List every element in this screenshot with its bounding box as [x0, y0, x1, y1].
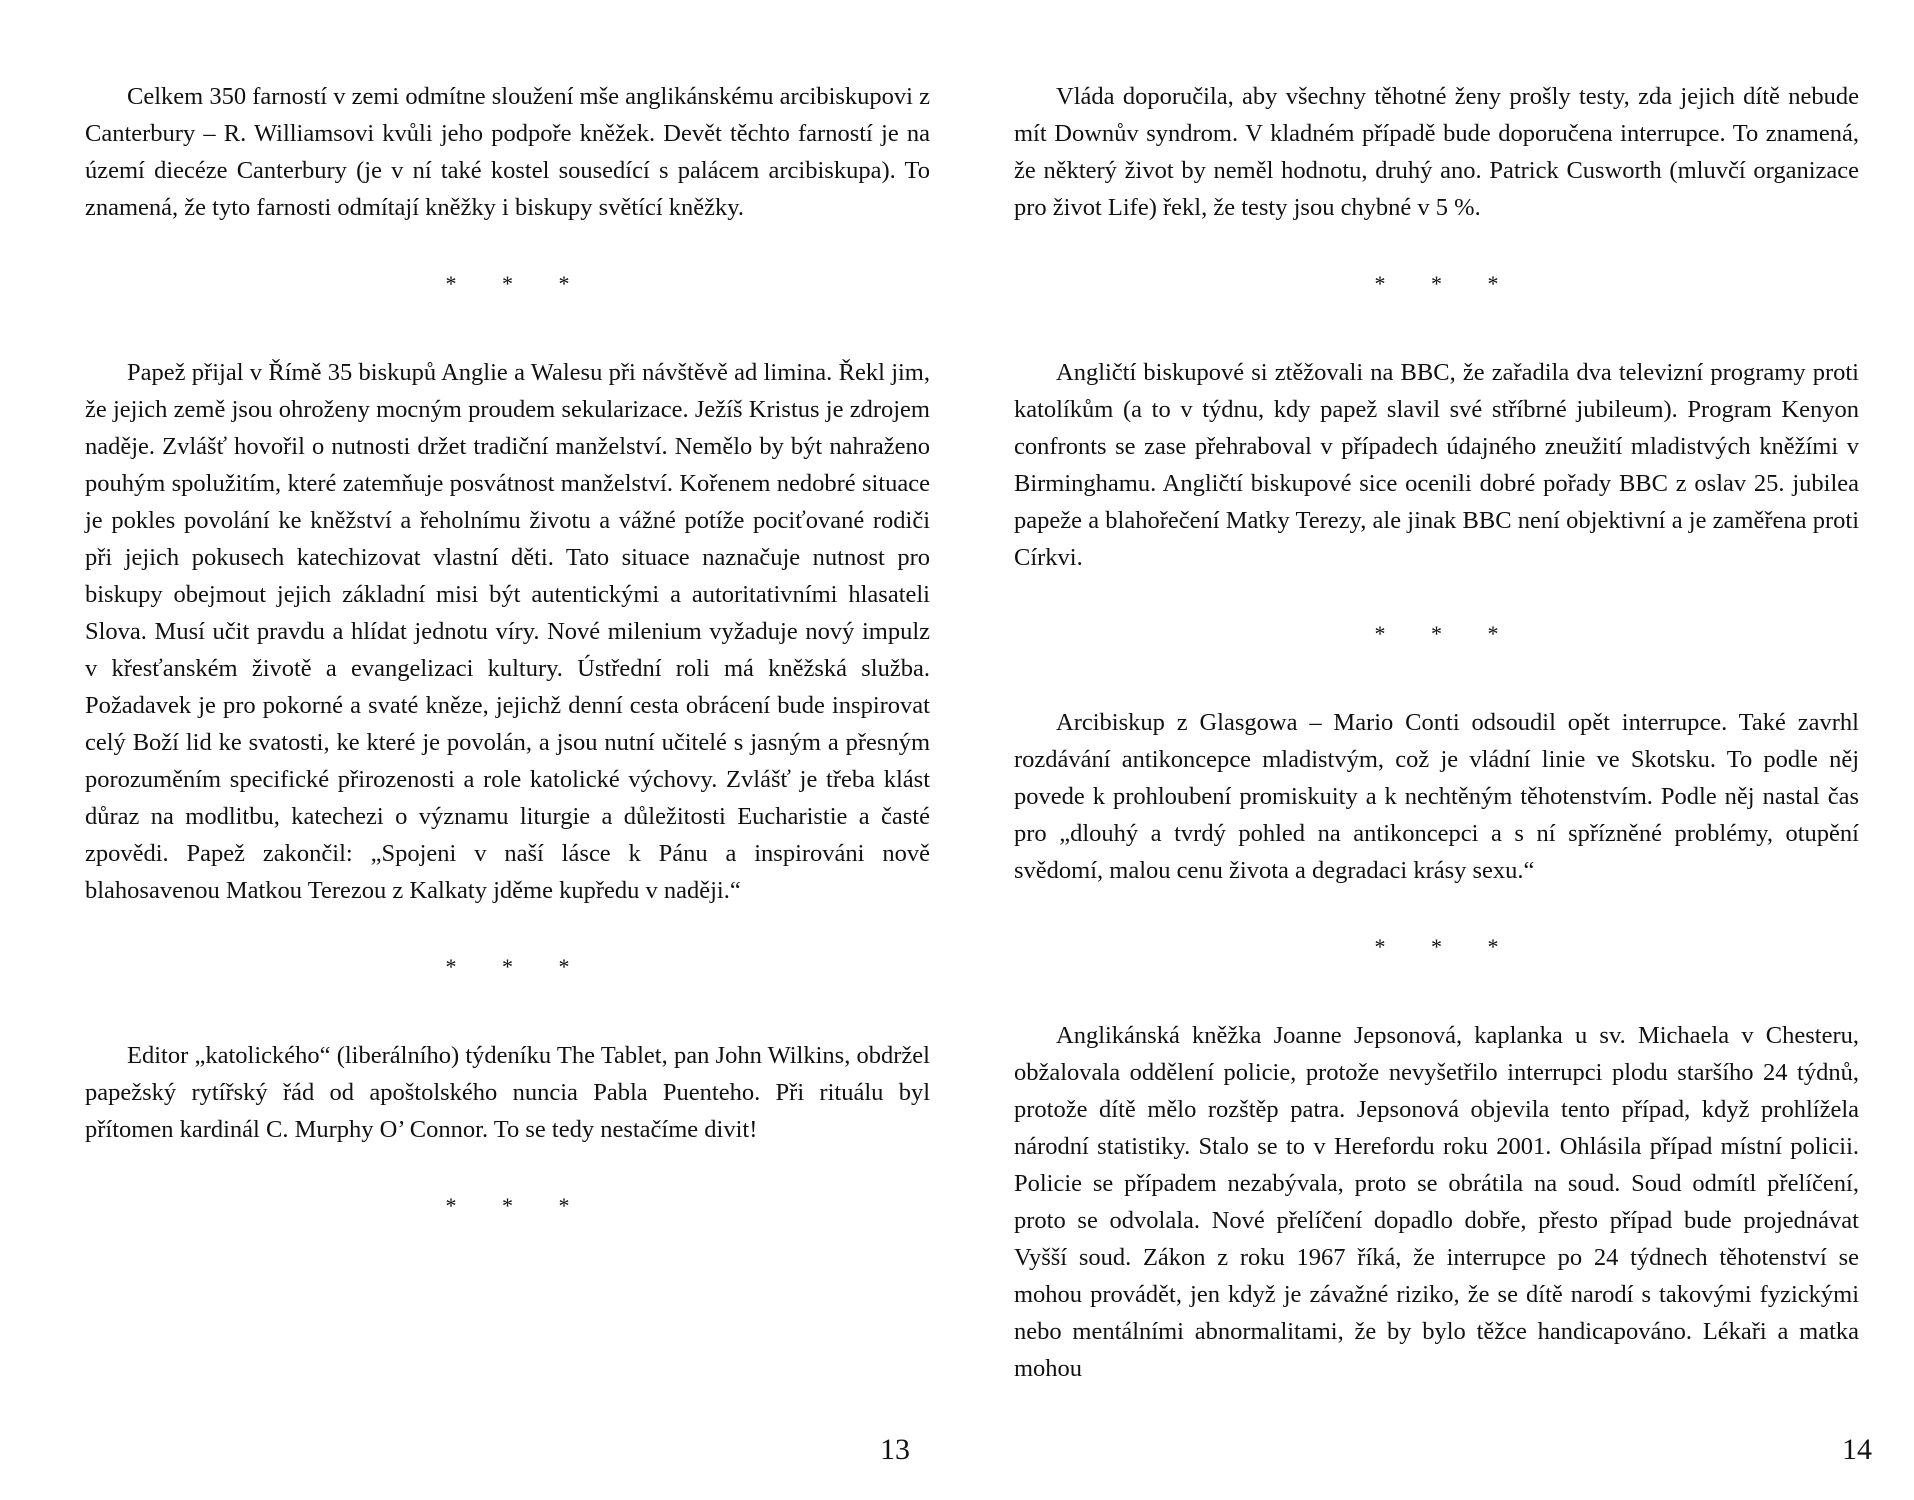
section-separator: * * * — [445, 1193, 590, 1218]
paragraph-glasgow-archbishop: Arcibiskup z Glasgowa – Mario Conti odsoudil opět interrupce. Také zavrhl rozdávání antikoncepce mladistvým, což je vládní linie ve Skotsku. To podle něj povede k prohloubení promiskuity a k nechtěným těhotenstvím. Podle něj nastal čas pro „dlouhý a tvrdý pohled na antikoncepci a s ní spřízněné problémy, otupění svědomí, malou cenu života a degradaci krásy sexu.“ — [1014, 709, 1859, 884]
paragraph-pope-ad-limina: Papež přijal v Římě 35 biskupů Anglie a Walesu při návštěvě ad limina. Řekl jim, že jejich země jsou ohroženy mocným proudem sekularizace. Ježíš Kristus je zdrojem naděje. Zvlášť hovořil o nutnosti držet tradiční manželství. Nemělo by být nahraženo pouhým spolužitím, které zatemňuje posvátnost manželství. Kořenem nedobré situace je pokles povolání ke kněžství a řeholnímu životu a vážné potíže pociťované rodiči při jejich pokusech katechizovat vlastní děti. Tato situace naznačuje nutnost pro biskupy obejmout jejich základní misi být autentickými a autoritativními hlasateli Slova. Musí učit pravdu a hlídat jednotu víry. Nové milenium vyžaduje nový impulz v křesťanském životě a evangelizaci kultury. Ústřední roli má kněžská služba. Požadavek je pro pokorné a svaté kněze, jejichž denní cesta obrácení bude inspirovat celý Boží lid ke svatosti, ke které je povolán, a jsou nutní učitelé s jasným a přesným porozuměním specifické přirozenosti a role katolické výchovy. Zvlášť je třeba klást důraz na modlitbu, katechezi o významu liturgie a důležitosti Eucharistie a časté zpovědi. Papež zakončil: „Spojeni v naší lásce k Pánu a inspirováni nově blahosavenou Matkou Terezou z Kalkaty jděme kupředu v naději.“ — [85, 359, 930, 904]
paragraph-jepson-case: Anglikánská kněžka Joanne Jepsonová, kaplanka u sv. Michaela v Chesteru, obžalovala oddělení policie, protože nevyšetřilo interrupci plodu staršího 24 týdnů, protože dítě mělo rozštěp patra. Jepsonová objevila tento případ, když prohlížela národní statistiky. Stalo se to v Herefordu roku 2001. Ohlásila případ místní policii. Policie se případem nezabývala, proto se obrátila na soud. Soud odmítl přelíčení, proto se odvolala. Nové přelíčení dopadlo dobře, přesto případ bude projednávat Vyšší soud. Zákon z roku 1967 říká, že interrupce po 24 týdnech těhotenství se mohou provádět, jen když je závažné riziko, že se dítě narodí s takovými fyzickými nebo mentálními abnormalitami, že by bylo těžce handicapováno. Lékaři a matka mohou — [1014, 1022, 1859, 1382]
paragraph-down-syndrome-tests: Vláda doporučila, aby všechny těhotné ženy prošly testy, zda jejich dítě nebude mít Downův syndrom. V kladném případě bude doporučena interrupce. To znamená, že některý život by neměl hodnotu, druhý ano. Patrick Cusworth (mluvčí organizace pro život Life) řekl, že testy jsou chybné v 5 %. — [1014, 83, 1859, 221]
right-page-column — [1014, 78, 1859, 1387]
section-separator: * * * — [1374, 621, 1519, 646]
right-page — [957, 0, 1914, 1500]
section-separator: * * * — [1374, 271, 1519, 296]
paragraph-tablet-editor: Editor „katolického“ (liberálního) týdeníku The Tablet, pan John Wilkins, obdržel papežský rytířský řád od apoštolského nuncia Pabla Puenteho. Při rituálu byl přítomen kardinál C. Murphy O’ Connor. To se tedy nestačíme divit! — [85, 1042, 930, 1143]
paragraph-bbc-complaint: Angličtí biskupové si ztěžovali na BBC, že zařadila dva televizní programy proti katolíkům (a to v týdnu, kdy papež slavil své stříbrné jubileum). Program Kenyon confronts se zase přehraboval v případech údajného zneužití mladistvých kněžími v Birminghamu. Angličtí biskupové sice ocenili dobré pořady BBC z oslav 25. jubilea papeže a blahořečení Matky Terezy, ale jinak BBC není objektivní a je zaměřena proti Církvi. — [1014, 359, 1859, 571]
section-separator: * * * — [445, 954, 590, 979]
section-separator: * * * — [1374, 934, 1519, 959]
section-separator: * * * — [445, 271, 590, 296]
paragraph-canterbury-parishes: Celkem 350 farností v zemi odmítne sloužení mše anglikánskému arcibiskupovi z Canterbury – R. Williamsovi kvůli jeho podpoře kněžek. Devět těchto farností je na území diecéze Canterbury (je v ní také kostel sousedící s palácem arcibiskupa). To znamená, že tyto farnosti odmítají kněžky i biskupy světící kněžky. — [85, 83, 930, 221]
left-page-column — [85, 78, 930, 1276]
page-number-right: 14 — [1842, 1433, 1872, 1466]
page-number-left: 13 — [880, 1433, 910, 1466]
